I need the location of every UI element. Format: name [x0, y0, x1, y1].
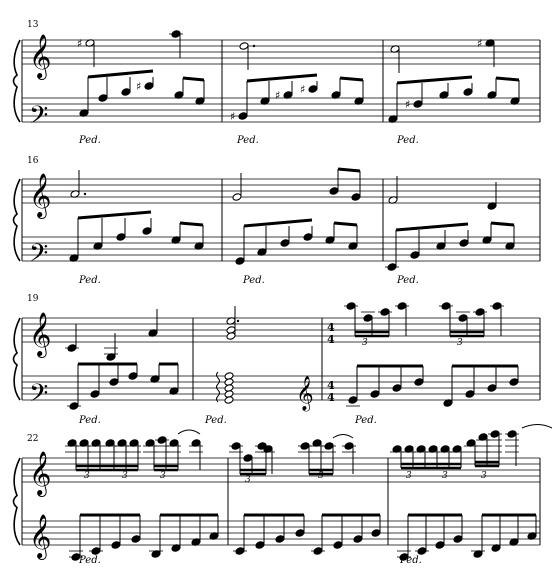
treble-clef-icon: 𝄞	[29, 514, 52, 558]
eighth-note	[98, 94, 108, 103]
eighth-note	[463, 88, 473, 97]
eighth-note	[255, 541, 265, 550]
measure-number-16: 16	[27, 156, 39, 166]
dot	[84, 193, 86, 195]
sixteenth-note	[458, 314, 468, 323]
eighth-note	[329, 187, 339, 196]
treble-clef-change-icon: 𝄞	[296, 376, 314, 411]
tuplet-number: 3	[362, 338, 368, 348]
system-brace	[14, 179, 21, 261]
pedal-mark: Ped.	[237, 135, 259, 146]
treble-clef-icon: 𝄞	[29, 34, 52, 78]
tuplet-number: 3	[457, 338, 463, 348]
beam	[247, 75, 317, 81]
pedal-mark: Ped.	[79, 555, 101, 566]
dot	[253, 45, 255, 47]
pedal-mark: Ped.	[243, 275, 265, 286]
beam	[78, 212, 151, 218]
pedal-mark: Ped.	[79, 415, 101, 426]
tuplet-number: 3	[406, 471, 412, 481]
eighth-note	[333, 541, 343, 550]
pedal-mark: Ped.	[79, 135, 101, 146]
eighth-note	[387, 263, 397, 272]
beam	[88, 71, 153, 77]
bass-clef-icon: 𝄢	[29, 379, 49, 414]
pedal-mark: Ped.	[400, 555, 422, 566]
treble-clef-icon: 𝄞	[29, 173, 52, 217]
pedal-mark: Ped.	[355, 415, 377, 426]
eighth-note	[303, 233, 313, 242]
slur	[333, 435, 353, 439]
eighth-note	[413, 100, 423, 109]
time-signature-treble	[327, 321, 335, 346]
sharp-icon: ♯	[405, 98, 411, 111]
eighth-note	[370, 390, 380, 399]
systems	[14, 30, 553, 562]
beam	[496, 78, 519, 80]
tuplet-number: 3	[84, 471, 90, 481]
bass-clef-icon: 𝄢	[29, 101, 49, 136]
tuplet-number: 3	[122, 471, 128, 481]
pedal-mark: Ped.	[205, 415, 227, 426]
measure-number-13: 13	[27, 20, 39, 30]
beam	[397, 77, 472, 83]
sharp-icon: ♯	[230, 110, 236, 123]
treble-clef-icon: 𝄞	[29, 451, 52, 495]
eighth-note	[90, 390, 100, 399]
eighth-note	[144, 82, 154, 91]
svg-text:4: 4	[327, 391, 335, 404]
svg-text:4: 4	[327, 321, 335, 334]
system-brace	[14, 458, 21, 545]
beam	[180, 223, 203, 225]
tie	[522, 425, 552, 429]
eighth-note	[308, 85, 318, 94]
sharp-icon: ♯	[136, 80, 142, 93]
sixteenth-note	[363, 314, 373, 323]
pedal-mark: Ped.	[397, 275, 419, 286]
time-signature-bass	[327, 379, 335, 404]
tuplet-number: 3	[160, 471, 166, 481]
system-brace	[14, 318, 21, 400]
pedal-mark: Ped.	[79, 275, 101, 286]
eighth-note	[116, 233, 126, 242]
eighth-note	[453, 535, 463, 544]
eighth-note	[392, 384, 402, 393]
eighth-note	[410, 251, 420, 260]
eighth-note	[353, 535, 363, 544]
eighth-note	[465, 390, 475, 399]
eighth-note	[435, 541, 445, 550]
pedal-mark: Ped.	[397, 135, 419, 146]
eighth-note	[280, 239, 290, 248]
half-note	[232, 193, 242, 202]
svg-text:4: 4	[327, 333, 335, 346]
eighth-note	[142, 227, 152, 236]
sharp-icon: ♯	[477, 37, 483, 50]
sharp-icon: ♯	[300, 83, 306, 96]
tuplet-number: 3	[245, 475, 251, 485]
beam	[183, 78, 204, 80]
dot	[237, 320, 239, 322]
eighth-note	[131, 535, 141, 544]
beam	[340, 78, 363, 80]
eighth-note	[121, 88, 131, 97]
eighth-note	[414, 378, 424, 387]
tuplet-number: 3	[318, 471, 324, 481]
beam	[334, 223, 357, 225]
eighth-note	[109, 378, 119, 387]
sharp-icon: ♯	[275, 89, 281, 102]
eighth-note	[111, 541, 121, 550]
svg-text:4: 4	[327, 379, 335, 392]
eighth-note	[238, 112, 248, 121]
beam	[491, 223, 514, 225]
slur	[178, 430, 200, 434]
beam	[396, 224, 468, 230]
eighth-note	[348, 396, 358, 405]
eighth-note	[487, 384, 497, 393]
arpeggio-icon	[217, 372, 220, 402]
tuplet-number: 3	[442, 471, 448, 481]
measure-number-19: 19	[27, 294, 39, 304]
system-brace	[14, 40, 21, 122]
eighth-note	[351, 193, 361, 202]
measure-number-22: 22	[27, 434, 39, 444]
eighth-note	[509, 378, 519, 387]
eighth-note	[275, 535, 285, 544]
sharp-icon: ♯	[77, 37, 83, 50]
eighth-note	[459, 239, 469, 248]
tuplet-number: 3	[481, 471, 487, 481]
beam	[244, 220, 312, 226]
eighth-note	[128, 372, 138, 381]
treble-clef-icon: 𝄞	[29, 312, 52, 356]
eighth-note	[295, 529, 305, 538]
eighth-note	[371, 529, 381, 538]
dotted-half-note	[239, 42, 249, 51]
eighth-note	[235, 257, 245, 266]
bass-clef-icon: 𝄢	[29, 239, 49, 274]
sixteenth-note	[243, 454, 253, 463]
beam	[338, 169, 360, 171]
